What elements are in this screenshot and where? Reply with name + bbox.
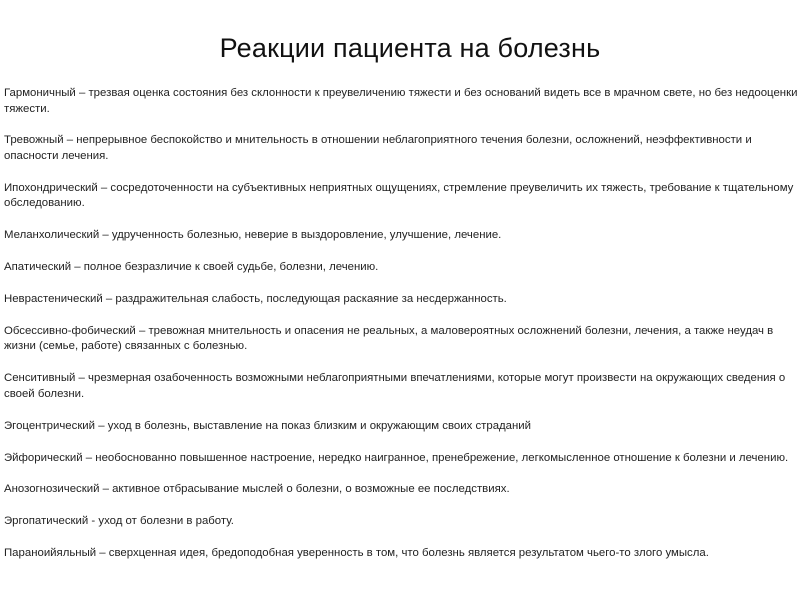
reaction-item-paranoid: Параноийяльный – сверхценная идея, бредоподобная уверенность в том, что болезнь является результатом чьего-то злого умысла.: [4, 547, 709, 560]
reaction-item-sensitive: Сенситивный – чрезмерная озабоченность возможными неблагоприятными впечатлениями, которые могут произвести на окружающих сведения о своей болезни.: [4, 372, 786, 400]
reaction-item-apathetic: Апатический – полное безразличие к своей судьбе, болезни, лечению.: [4, 261, 379, 274]
reaction-item-neurasthenic: Неврастенический – раздражительная слабость, последующая раскаяние за несдержанность.: [4, 292, 507, 305]
reaction-item-anosognosic: Анозогнозический – активное отбрасывание мыслей о болезни, о возможные ее последствиях.: [4, 483, 510, 496]
reaction-item-obsessive-phobic: Обсессивно-фобический – тревожная мнительность и опасения не реальных, а маловероятных осложнений болезни, лечения, а также неудач в жизни (семье, работе) связанных с болезнью.: [4, 324, 774, 353]
reaction-item-hypochondriac: Ипохондрический – сосредоточенности на субъективных неприятных ощущениях, стремление преувеличить их тяжесть, требование к тщательному обследованию.: [4, 181, 794, 210]
reaction-item-melancholic: Меланхолический – удрученность болезнью, неверие в выздоровление, улучшение, лечение.: [4, 229, 502, 242]
reaction-item-anxious: Тревожный – непрерывное беспокойство и мнительность в отношении неблагоприятного течения болезни, осложнений, неэффективности и опасности лечения.: [4, 134, 752, 162]
reaction-item-egocentric: Эгоцентрический – уход в болезнь, выставление на показ близким и окружающим своих страданий: [4, 419, 532, 432]
reaction-item-euphoric: Эйфорический – необоснованно повышенное настроение, нередко наигранное, пренебрежение, легкомысленное отношение к болезни и лечению.: [4, 451, 789, 464]
slide-title: Реакции пациента на болезнь: [219, 33, 601, 63]
reaction-list: [4, 86, 800, 578]
reaction-item-ergopathic: Эргопатический - уход от болезни в работу.: [4, 515, 234, 528]
reaction-item-harmonious: Гармоничный – трезвая оценка состояния без склонности к преувеличению тяжести и без оснований видеть все в мрачном свете, но без недооценки тяжести.: [4, 87, 798, 115]
